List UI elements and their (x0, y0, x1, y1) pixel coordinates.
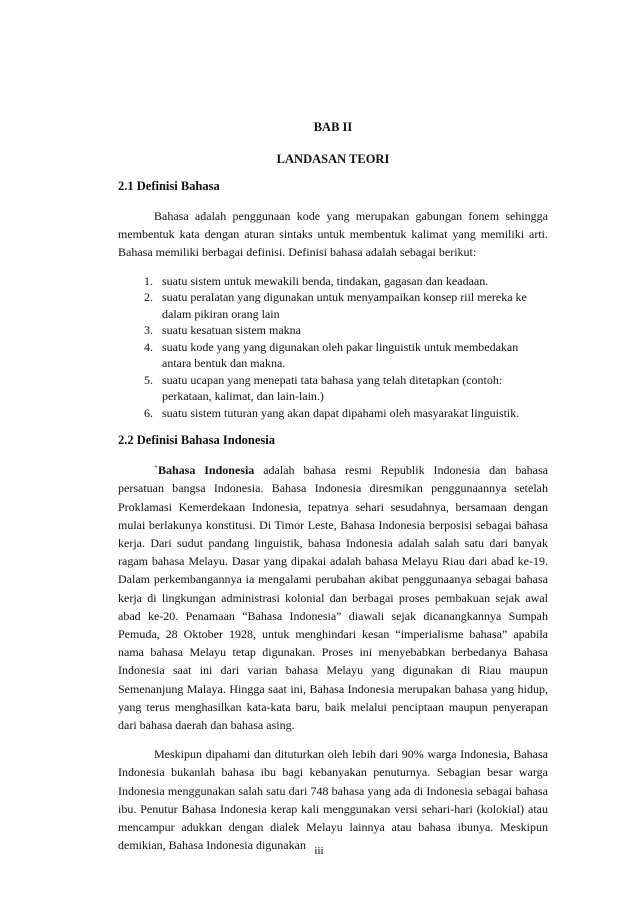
list-item: 4. suatu kode yang yang digunakan oleh pakar linguistik untuk membedakan antara bentuk dan makna. (156, 339, 548, 372)
list-item: 1. suatu sistem untuk mewakili benda, tindakan, gagasan dan keadaan. (156, 273, 548, 290)
page-number: iii (314, 845, 324, 857)
chapter-heading: BAB II (313, 120, 353, 134)
section-2-paragraph-2: Meskipun dipahami dan dituturkan oleh lebih dari 90% warga Indonesia, Bahasa Indonesia bukanlah bahasa ibu bagi kebanyakan penuturnya. Sebagian besar warga Indonesia menggunakan salah satu dari 748 bahasa yang ada di Indonesia sebagai bahasa ibu. Penutur Bahasa Indonesia kerap kali menggunakan versi sehari-hari (kolokial) atau mencampur adukkan dengan dialek Melayu lainnya atau bahasa ibunya. Meskipun demikian, Bahasa Indonesia digunakan (118, 747, 548, 853)
list-item: 2. suatu peralatan yang digunakan untuk menyampaikan konsep riil mereka ke dalam pikiran orang lain (156, 289, 548, 322)
section-1-intro-paragraph: Bahasa adalah penggunaan kode yang merupakan gabungan fonem sehingga membentuk kata dengan aturan sintaks untuk membentuk kalimat yang memiliki arti. Bahasa memiliki berbagai definisi. Definisi bahasa adalah sebagai berikut: (118, 209, 548, 260)
list-item: 5. suatu ucapan yang menepati tata bahasa yang telah ditetapkan (contoh: perkataan, kalimat, dan lain-lain.) (156, 372, 548, 405)
bahasa-indonesia-term: `Bahasa Indonesia (154, 463, 255, 478)
paragraph-body: adalah bahasa resmi Republik Indonesia dan bahasa persatuan bangsa Indonesia. Bahasa Indonesia diresmikan penggunaannya setelah Proklamasi Kemerdekaan Indonesia, tepatnya sehari sesudahnya, bersamaan dengan mulai berlakunya konstitusi. Di Timor Leste, Bahasa Indonesia berposisi sebagai bahasa kerja. Dari sudut pandang linguistik, bahasa Indonesia adalah salah satu dari banyak ragam bahasa Melayu. Dasar yang dipakai adalah bahasa Melayu Riau dari abad ke-19. Dalam perkembangannya ia mengalami perubahan akibat penggunaanya sebagai bahasa kerja di lingkungan administrasi kolonial dan berbagai proses pembakuan sejak awal abad ke-20. Penamaan “Bahasa Indonesia” diawali sejak dicanangkannya Sumpah Pemuda, 28 Oktober 1928, untuk menghindari kesan “imperialisme bahasa” apabila nama bahasa Melayu tetap digunakan. Proses ini menyebabkan berbedanya Bahasa Indonesia saat ini dari varian bahasa Melayu yang digunakan di Riau maupun Semenanjung Malaya. Hingga saat ini, Bahasa Indonesia merupakan bahasa yang hidup, yang terus menghasilkan kata-kata baru, baik melalui penciptaan maupun penyerapan dari bahasa daerah dan bahasa asing. (118, 463, 548, 732)
list-item: 6. suatu sistem tuturan yang akan dapat dipahami oleh masyarakat linguistik. (156, 405, 548, 422)
definition-list (118, 273, 548, 422)
section-2-paragraph-1 (118, 461, 548, 734)
document-page (118, 120, 548, 865)
chapter-title: LANDASAN TEORI (276, 152, 390, 166)
list-item: 3. suatu kesatuan sistem makna (156, 322, 548, 339)
section-heading-2-1: 2.1 Definisi Bahasa (118, 179, 220, 193)
section-heading-2-2: 2.2 Definisi Bahasa Indonesia (118, 433, 275, 448)
